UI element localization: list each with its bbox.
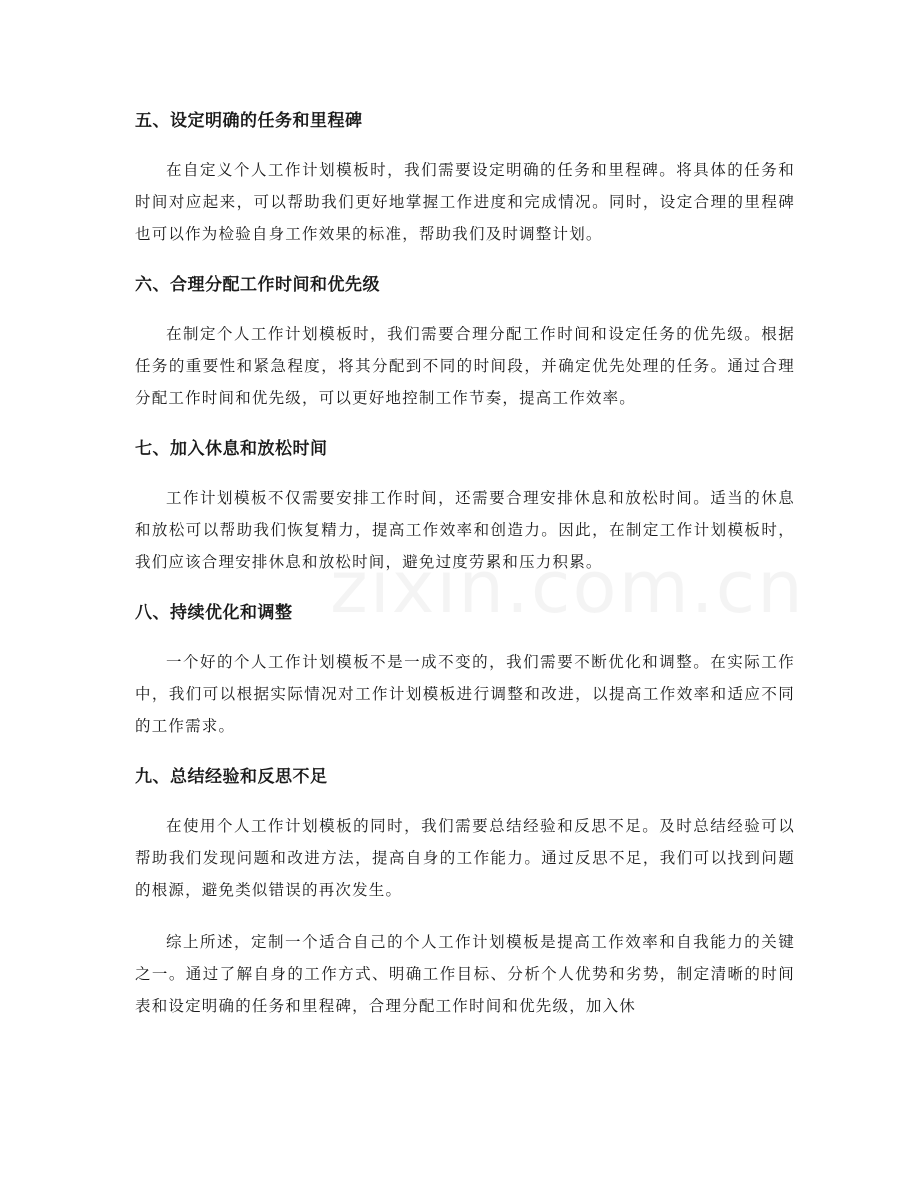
section-paragraph: 一个好的个人工作计划模板不是一成不变的，我们需要不断优化和调整。在实际工作中，我们可以根据实际情况对工作计划模板进行调整和改进，以提高工作效率和适应不同的工作需求。 bbox=[135, 653, 795, 735]
section-paragraph: 在制定个人工作计划模板时，我们需要合理分配工作时间和设定任务的优先级。根据任务的重要性和紧急程度，将其分配到不同的时间段，并确定优先处理的任务。通过合理分配工作时间和优先级，可以更好地控制工作节奏，提高工作效率。 bbox=[135, 325, 795, 407]
section-heading: 六、合理分配工作时间和优先级 bbox=[135, 275, 380, 295]
section-heading: 七、加入休息和放松时间 bbox=[135, 439, 328, 459]
conclusion-paragraph: 综上所述，定制一个适合自己的个人工作计划模板是提高工作效率和自我能力的关键之一。通过了解自身的工作方式、明确工作目标、分析个人优势和劣势，制定清晰的时间表和设定明确的任务和里程碑，合理分配工作时间和优先级，加入休 bbox=[135, 933, 795, 1015]
section-heading: 八、持续优化和调整 bbox=[135, 603, 293, 623]
section-heading: 五、设定明确的任务和里程碑 bbox=[135, 111, 363, 131]
section-paragraph: 在自定义个人工作计划模板时，我们需要设定明确的任务和里程碑。将具体的任务和时间对应起来，可以帮助我们更好地掌握工作进度和完成情况。同时，设定合理的里程碑也可以作为检验自身工作效果的标准，帮助我们及时调整计划。 bbox=[135, 161, 795, 243]
section-paragraph: 工作计划模板不仅需要安排工作时间，还需要合理安排休息和放松时间。适当的休息和放松可以帮助我们恢复精力，提高工作效率和创造力。因此，在制定工作计划模板时，我们应该合理安排休息和放松时间，避免过度劳累和压力积累。 bbox=[135, 489, 795, 571]
document-body bbox=[135, 106, 795, 1042]
section-heading: 九、总结经验和反思不足 bbox=[135, 767, 328, 787]
section-paragraph: 在使用个人工作计划模板的同时，我们需要总结经验和反思不足。及时总结经验可以帮助我们发现问题和改进方法，提高自身的工作能力。通过反思不足，我们可以找到问题的根源，避免类似错误的再次发生。 bbox=[135, 817, 795, 899]
